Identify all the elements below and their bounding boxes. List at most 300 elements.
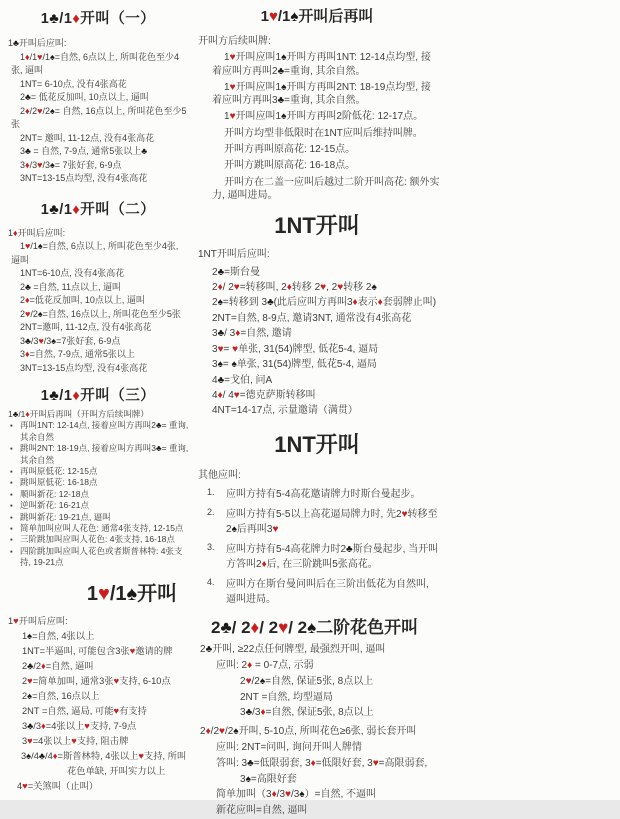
text-line (7, 308, 189, 322)
text-line (194, 81, 440, 108)
line-text: 1♦/1♥/1♠=自然, 6点以上, 所叫花色至少4张, 逼叫 (11, 51, 180, 75)
line-text: 逆叫新花: 16-21点 (20, 500, 89, 511)
text-line (194, 247, 440, 262)
line-text: 4♥=关煞叫（止叫） (17, 780, 99, 791)
text-line (194, 357, 440, 372)
red-suit-symbol: ♥ (233, 282, 240, 294)
list-item (7, 489, 189, 500)
text-line (194, 295, 440, 310)
red-suit-symbol: ♥ (272, 523, 279, 535)
text-line (7, 749, 189, 779)
line-text: 3♥=4张以上♥支持, 阻击牌 (22, 735, 129, 746)
black-suit-symbol: ♠ (126, 582, 138, 605)
section-heading: 1NT开叫 (274, 213, 360, 239)
red-suit-symbol: ♦ (72, 388, 81, 404)
list-marker: ▪ (10, 444, 13, 454)
black-suit-symbol: ♣ (277, 65, 285, 77)
text-line (7, 629, 189, 644)
line-text: 2♣ =自然, 11点以上, 逼叫 (20, 281, 122, 292)
black-suit-symbol: ♣ (38, 750, 45, 761)
list-item (7, 546, 189, 569)
line-text: 3♣ = 自然, 7-9点, 通常5张以上♣ (20, 146, 148, 156)
black-suit-symbol: ♠ (299, 789, 305, 801)
column-left (7, 5, 189, 794)
text-line (7, 348, 189, 362)
red-suit-symbol: ♦ (235, 328, 241, 340)
text-line (7, 159, 189, 173)
text-line (194, 35, 440, 48)
line-text: 应叫方持有5-4高花牌力时2♣斯台曼起步, 当开叫方答叫2♦后, 在三阶跳叫5张高花。 (226, 543, 439, 570)
line-text: 3♣/3♦=自然, 保证5张, 8点以上 (240, 707, 374, 719)
text-line (7, 659, 189, 674)
text-line (7, 37, 189, 51)
line-text: 2♦/2♥/2♠= 自然, 16点以上, 所叫花色至少5张 (11, 105, 187, 129)
black-suit-symbol: ♣ (156, 420, 162, 431)
black-suit-symbol: ♣ (25, 335, 31, 346)
red-suit-symbol: ♥ (268, 8, 278, 25)
text-line (7, 321, 189, 335)
line-text: 2♦/2♥/2♠开叫, 5-10点, 所叫花色≥6张, 弱长套开叫 (200, 726, 417, 738)
red-suit-symbol: ♦ (352, 297, 358, 309)
red-suit-symbol: ♥ (285, 789, 291, 801)
black-suit-symbol: ♣ (220, 617, 232, 637)
text-line (194, 403, 440, 418)
line-text: 3♠/4♣/4♦=斯普林特, 4张以上♥支持, 所叫花色单缺, 开叫实力以上 (21, 750, 187, 776)
red-suit-symbol: ♦ (261, 558, 267, 570)
line-text: 应叫: 2♦ = 0-7点, 示弱 (216, 660, 314, 672)
text-line (7, 674, 189, 689)
red-suit-symbol: ♥ (138, 750, 144, 761)
black-suit-symbol: ♠ (245, 773, 251, 785)
section-open-1c-1d-part3 (7, 384, 189, 569)
text-line (194, 326, 440, 341)
list-marker: 2. (207, 506, 215, 517)
red-suit-symbol: ♥ (229, 52, 236, 64)
red-suit-symbol: ♥ (97, 582, 110, 605)
text-line (7, 227, 189, 241)
red-suit-symbol: ♦ (25, 105, 30, 116)
red-suit-symbol: ♥ (71, 735, 77, 746)
black-suit-symbol: ♣ (217, 266, 225, 278)
text-line (7, 362, 189, 376)
text-line (194, 803, 440, 819)
line-text: 2♠=转移到 3♣(此后应叫方再叫3♦表示♦套弱牌止叫) (212, 297, 437, 309)
list-item (7, 420, 189, 443)
list-marker: ▪ (10, 467, 13, 477)
section-open-1h-1s (7, 577, 189, 794)
black-suit-symbol: ♣ (49, 388, 60, 404)
line-text: 2♥/2♠=自然, 16点以上, 所叫花色至少5张 (20, 308, 181, 319)
column-right (194, 2, 440, 819)
line-text: 简单加叫应叫人花色: 通常4张支持, 12-15点 (20, 523, 184, 534)
line-text: 3NT=13-15点均型, 没有4张高花 (20, 173, 148, 183)
black-suit-symbol: ♠ (281, 111, 287, 123)
line-text: 跳叫2NT: 18-19点, 接着应叫方再叫3♣= 重询, 其余自然 (20, 443, 189, 465)
red-suit-symbol: ♥ (278, 617, 289, 637)
line-text: 应叫: 2NT=问叫, 询问开叫人牌情 (216, 742, 362, 754)
line-text: 三阶跳加叫应叫人花色: 4张支持, 16-18点 (20, 534, 175, 545)
red-suit-symbol: ♥ (233, 389, 240, 401)
text-line (7, 734, 189, 749)
black-suit-symbol: ♣ (49, 201, 60, 218)
black-suit-symbol: ♣ (25, 92, 31, 102)
section-heading: 1♣/1♦开叫（三） (40, 388, 156, 404)
list-marker: ▪ (10, 512, 13, 522)
text-line (7, 132, 189, 146)
text-line (194, 176, 440, 203)
line-text: 四阶跳加叫应叫人花色或者斯普林特: 4张支持, 19-21点 (20, 545, 183, 568)
line-text: 2NT =自然, 均型逼局 (240, 691, 333, 703)
text-line (194, 658, 440, 674)
section-open-1c-1d-part2 (7, 198, 189, 376)
text-line (194, 110, 440, 123)
red-suit-symbol: ♥ (129, 645, 136, 656)
line-text: 3♠= ♠单张, 31(54)牌型, 低花5-4, 逼局 (212, 359, 377, 371)
text-line (194, 280, 440, 295)
text-line (7, 172, 189, 186)
line-text: 1NT= 6-10点, 没有4张高花 (20, 78, 127, 89)
red-suit-symbol: ♦ (217, 282, 223, 294)
red-suit-symbol: ♦ (217, 389, 223, 401)
line-text: 1♦开叫后应叫: (8, 227, 66, 238)
line-text: 3♦=自然, 7-9点, 通常5张以上 (20, 349, 135, 359)
text-line (194, 642, 440, 658)
line-text: 3♣/3♦=4张以上♥支持, 7-9点 (22, 720, 137, 731)
red-suit-symbol: ♦ (25, 349, 30, 359)
black-suit-symbol: ♠ (281, 81, 287, 93)
text-line (7, 267, 189, 281)
black-suit-symbol: ♣ (245, 707, 253, 719)
text-line (7, 240, 189, 267)
black-suit-symbol: ♠ (217, 359, 223, 371)
red-suit-symbol: ♥ (113, 675, 120, 686)
black-suit-symbol: ♠ (37, 241, 43, 251)
black-suit-symbol: ♠ (231, 359, 237, 371)
line-text: 1♥/1♠=自然, 6点以上, 所叫花色至少4张, 逼叫 (11, 241, 179, 265)
black-suit-symbol: ♠ (290, 8, 299, 25)
list-marker: ▪ (10, 535, 13, 545)
line-text: 2♣开叫, ≥22点任何牌型, 最强烈开叫, 逼叫 (200, 644, 386, 656)
list-item (194, 487, 440, 502)
line-text: 4♣=戈伯, 问A (212, 374, 273, 386)
black-suit-symbol: ♣ (217, 328, 225, 340)
red-suit-symbol: ♦ (25, 295, 30, 305)
red-suit-symbol: ♦ (286, 282, 292, 294)
line-text: 2NT =自然, 逼局, 可能♥有支持 (22, 705, 147, 716)
list-item (7, 443, 189, 466)
line-text: 1♥开叫应叫1♠开叫方再叫2阶低花: 12-17点。 (224, 111, 424, 123)
line-text: 应叫方持有5-4高花邀请牌力时斯台曼起步。 (226, 488, 421, 500)
list-item (194, 542, 440, 572)
line-text: 1♣开叫后应叫: (8, 38, 67, 48)
text-line (7, 704, 189, 719)
section-open-1nt-other (194, 428, 440, 607)
black-suit-symbol: ♣ (25, 146, 31, 156)
list-marker: ▪ (10, 501, 13, 511)
text-line (194, 388, 440, 403)
red-suit-symbol: ♦ (271, 789, 277, 801)
text-line (194, 127, 440, 140)
section-body (194, 468, 440, 607)
black-suit-symbol: ♣ (277, 95, 285, 107)
black-suit-symbol: ♣ (25, 281, 31, 292)
section-heading: 1♣/1♦开叫（一） (40, 11, 156, 27)
red-suit-symbol: ♥ (232, 343, 239, 355)
text-line (194, 690, 440, 706)
red-suit-symbol: ♦ (247, 660, 253, 672)
red-suit-symbol: ♥ (320, 282, 327, 294)
black-suit-symbol: ♣ (27, 720, 34, 731)
line-text: 3♦/3♥/3♠= 7张好套, 6-9点 (20, 159, 122, 170)
text-line (194, 51, 440, 78)
line-text: 2♣/2♦=自然, 逼叫 (22, 660, 94, 671)
list-item (7, 477, 189, 488)
red-suit-symbol: ♥ (38, 335, 44, 346)
section-heading: 2♣/ 2♦/ 2♥/ 2♠二阶花色开叫 (211, 617, 419, 637)
text-line (7, 145, 189, 159)
black-suit-symbol: ♠ (49, 105, 55, 116)
black-suit-symbol: ♣ (141, 146, 148, 156)
line-text: 开叫方后续叫牌: (198, 36, 271, 47)
text-line (194, 342, 440, 357)
section-open-1nt (194, 209, 440, 418)
black-suit-symbol: ♣ (12, 409, 19, 419)
section-open-two-level-suits (194, 618, 440, 819)
black-suit-symbol: ♣ (27, 660, 34, 671)
red-suit-symbol: ♥ (401, 508, 408, 520)
line-text: 2♠=自然, 16点以上 (22, 690, 100, 701)
list-marker: 3. (207, 541, 215, 552)
text-line (7, 105, 189, 132)
black-suit-symbol: ♣ (205, 644, 213, 656)
text-line (7, 281, 189, 295)
line-text: 2♥/2♠=自然, 保证5张, 8点以上 (240, 675, 374, 687)
text-line (194, 674, 440, 690)
black-suit-symbol: ♠ (217, 297, 223, 309)
text-line (194, 159, 440, 172)
line-text: 顺叫新花: 12-18点 (20, 488, 89, 499)
text-line (194, 787, 440, 803)
red-suit-symbol: ♦ (25, 159, 30, 170)
red-suit-symbol: ♥ (37, 51, 43, 62)
red-suit-symbol: ♥ (27, 735, 33, 746)
section-body (7, 409, 189, 569)
red-suit-symbol: ♥ (372, 757, 379, 769)
black-suit-symbol: ♣ (346, 543, 353, 555)
list-marker: ▪ (10, 421, 13, 431)
line-text: 2NT=邀叫, 11-12点, 没有4张高花 (20, 322, 152, 332)
black-suit-symbol: ♠ (307, 617, 317, 637)
text-line (194, 265, 440, 280)
red-suit-symbol: ♥ (13, 615, 19, 626)
text-line (7, 409, 189, 420)
red-suit-symbol: ♥ (113, 705, 120, 716)
line-text: 开叫方在二盖一应叫后越过二阶开叫高花: 额外实力, 逼叫进局。 (212, 176, 440, 201)
text-line (194, 724, 440, 740)
black-suit-symbol: ♣ (267, 297, 274, 309)
line-text: 1♥开叫应叫1♠开叫方再叫2NT: 18-19点均型, 接着应叫方再叫3♣=重询, 其余自然。 (212, 81, 431, 107)
text-line (7, 779, 189, 794)
line-text: 4♦/ 4♥=德克萨斯转移叫 (212, 389, 316, 401)
black-suit-symbol: ♠ (231, 523, 237, 535)
line-text: 1♥开叫后应叫: (8, 615, 68, 626)
line-text: 其他应叫: (198, 469, 241, 481)
list-marker: ▪ (10, 524, 13, 534)
text-line (194, 373, 440, 388)
text-line (7, 614, 189, 629)
red-suit-symbol: ♥ (37, 159, 43, 170)
text-line (194, 756, 440, 788)
red-suit-symbol: ♦ (25, 409, 30, 419)
red-suit-symbol: ♦ (25, 51, 30, 62)
section-body (194, 642, 440, 819)
section-body (194, 247, 440, 418)
line-text: 1NT=半逼叫, 可能包含3张♥邀请的牌 (22, 645, 173, 656)
list-item (7, 500, 189, 511)
black-suit-symbol: ♣ (49, 11, 60, 27)
black-suit-symbol: ♠ (371, 282, 377, 294)
black-suit-symbol: ♠ (49, 159, 55, 170)
black-suit-symbol: ♠ (27, 690, 33, 701)
black-suit-symbol: ♠ (37, 308, 43, 319)
line-text: 再叫原低花: 12-15点 (20, 466, 98, 477)
line-text: 再叫1NT: 12-14点, 接着应叫方再叫2♣= 重询, 其余自然 (20, 420, 189, 442)
line-text: 2NT= 邀叫, 11-12点, 没有4张高花 (20, 132, 155, 143)
line-text: 2♦=低花反加叫, 10点以上, 逼叫 (20, 295, 145, 305)
line-text: 1♣/1♦开叫后再叫（开叫方后续叫牌） (8, 409, 149, 419)
text-line (7, 51, 189, 78)
black-suit-symbol: ♠ (233, 726, 239, 738)
line-text: 3NT=13-15点均型, 没有4张高花 (20, 362, 148, 373)
list-item (7, 512, 189, 523)
list-item (7, 534, 189, 545)
black-suit-symbol: ♠ (49, 51, 55, 62)
red-suit-symbol: ♦ (41, 660, 46, 671)
black-suit-symbol: ♠ (259, 675, 266, 687)
black-suit-symbol: ♠ (281, 52, 287, 64)
line-text: 跳叫原低花: 16-18点 (20, 477, 98, 488)
red-suit-symbol: ♦ (41, 720, 46, 731)
section-body (7, 614, 189, 794)
section-heading: 1♥/1♠开叫后再叫 (260, 8, 374, 25)
list-marker: ▪ (10, 489, 13, 499)
line-text: 开叫方再叫原高花: 12-15点。 (224, 144, 356, 156)
line-text: 简单加叫（3♦/3♥/3♠）=自然, 不逼叫 (216, 789, 377, 801)
red-suit-symbol: ♥ (37, 105, 43, 116)
line-text: 2♣=斯台曼 (212, 266, 260, 278)
red-suit-symbol: ♥ (219, 726, 225, 738)
section-rebid-after-1h-1s (194, 5, 440, 202)
line-text: 1NT开叫后应叫: (198, 249, 270, 261)
list-marker: ▪ (10, 546, 13, 556)
line-text: 4NT=14-17点, 示量邀请（满贯） (212, 405, 358, 417)
red-suit-symbol: ♥ (337, 282, 344, 294)
line-text: 答叫: 3♣=低限弱套, 3♦=低限好套, 3♥=高限弱套, 3♠=高限好套 (216, 757, 428, 785)
list-marker: 4. (207, 576, 215, 587)
text-line (194, 143, 440, 156)
line-text: 跳叫新花: 19-21点, 逼叫 (20, 511, 111, 522)
text-line (7, 689, 189, 704)
red-suit-symbol: ♦ (260, 707, 266, 719)
red-suit-symbol: ♦ (72, 201, 81, 218)
list-item (7, 523, 189, 534)
red-suit-symbol: ♥ (229, 81, 236, 93)
line-text: 3♣/3♥/3♠=7张好套, 6-9点 (20, 335, 121, 346)
red-suit-symbol: ♦ (13, 227, 18, 238)
section-heading: 1♥/1♠开叫 (86, 582, 178, 605)
line-text: 3♣/ 3♦=自然, 邀请 (212, 328, 292, 340)
black-suit-symbol: ♣ (247, 757, 254, 769)
black-suit-symbol: ♣ (217, 374, 225, 386)
list-marker: 1. (207, 486, 215, 497)
line-text: 2♦/ 2♥=转移叫, 2♦转移 2♥, 2♥转移 2♠ (212, 282, 377, 294)
text-line (7, 644, 189, 659)
red-suit-symbol: ♥ (22, 780, 28, 791)
red-suit-symbol: ♦ (310, 757, 316, 769)
red-suit-symbol: ♥ (25, 241, 31, 251)
list-marker: ▪ (10, 478, 13, 488)
section-body (7, 227, 189, 376)
line-text: 1♥开叫应叫1♠开叫方再叫1NT: 12-14点均型, 接着应叫方再叫2♣=重询, 其余自然。 (212, 52, 431, 77)
line-text: 1♠=自然, 4张以上 (22, 630, 95, 641)
line-text: 新花应叫=自然, 逼叫 (216, 805, 308, 817)
section-open-1c-1d-part1 (7, 7, 189, 186)
red-suit-symbol: ♦ (250, 617, 260, 637)
black-suit-symbol: ♣ (156, 443, 162, 454)
black-suit-symbol: ♣ (13, 38, 19, 48)
line-text: 应叫方在斯台曼问叫后在三阶出低花为自然叫, 逼叫进局。 (226, 578, 429, 605)
line-text: 3♥= ♥单张, 31(54)牌型, 低花5-4, 逼局 (212, 343, 379, 355)
line-text: 应叫方持有5-5以上高花逼局牌力时, 先2♥转移至2♠后再叫3♥ (226, 508, 438, 535)
red-suit-symbol: ♥ (27, 675, 33, 686)
red-suit-symbol: ♦ (52, 750, 58, 761)
line-text: 1NT=6-10点, 没有4张高花 (20, 268, 125, 278)
section-heading: 1♣/1♦开叫（二） (40, 201, 156, 218)
list-item (194, 507, 440, 537)
text-line (7, 91, 189, 105)
red-suit-symbol: ♥ (217, 343, 224, 355)
text-line (7, 719, 189, 734)
red-suit-symbol: ♥ (229, 111, 236, 123)
red-suit-symbol: ♥ (245, 675, 252, 687)
red-suit-symbol: ♦ (377, 297, 383, 309)
black-suit-symbol: ♠ (27, 630, 33, 641)
text-line (7, 294, 189, 308)
line-text: 开叫方均型非低限时在1NT应叫后维持叫牌。 (224, 127, 423, 139)
red-suit-symbol: ♦ (205, 726, 211, 738)
text-line (194, 705, 440, 721)
text-line (7, 335, 189, 349)
list-item (194, 577, 440, 607)
section-body (7, 37, 189, 186)
line-text: 2NT=自然, 8-9点, 邀请3NT, 通常没有4张高花 (212, 312, 412, 324)
text-line (194, 468, 440, 483)
line-text: 2♣= 低花反加叫, 10点以上, 逼叫 (20, 92, 149, 102)
section-heading: 1NT开叫 (274, 431, 360, 457)
red-suit-symbol: ♦ (72, 11, 81, 27)
line-text: 开叫方跳叫原高花: 16-18点。 (224, 160, 356, 172)
line-text: 2♥=简单加叫, 通常3张♥支持, 6-10点 (22, 675, 171, 686)
section-body (194, 35, 440, 202)
red-suit-symbol: ♥ (25, 308, 31, 319)
black-suit-symbol: ♠ (26, 750, 32, 761)
text-line (7, 78, 189, 92)
list-item (7, 466, 189, 477)
text-line (194, 740, 440, 756)
red-suit-symbol: ♥ (84, 720, 90, 731)
text-line (194, 311, 440, 326)
black-suit-symbol: ♠ (51, 335, 57, 346)
